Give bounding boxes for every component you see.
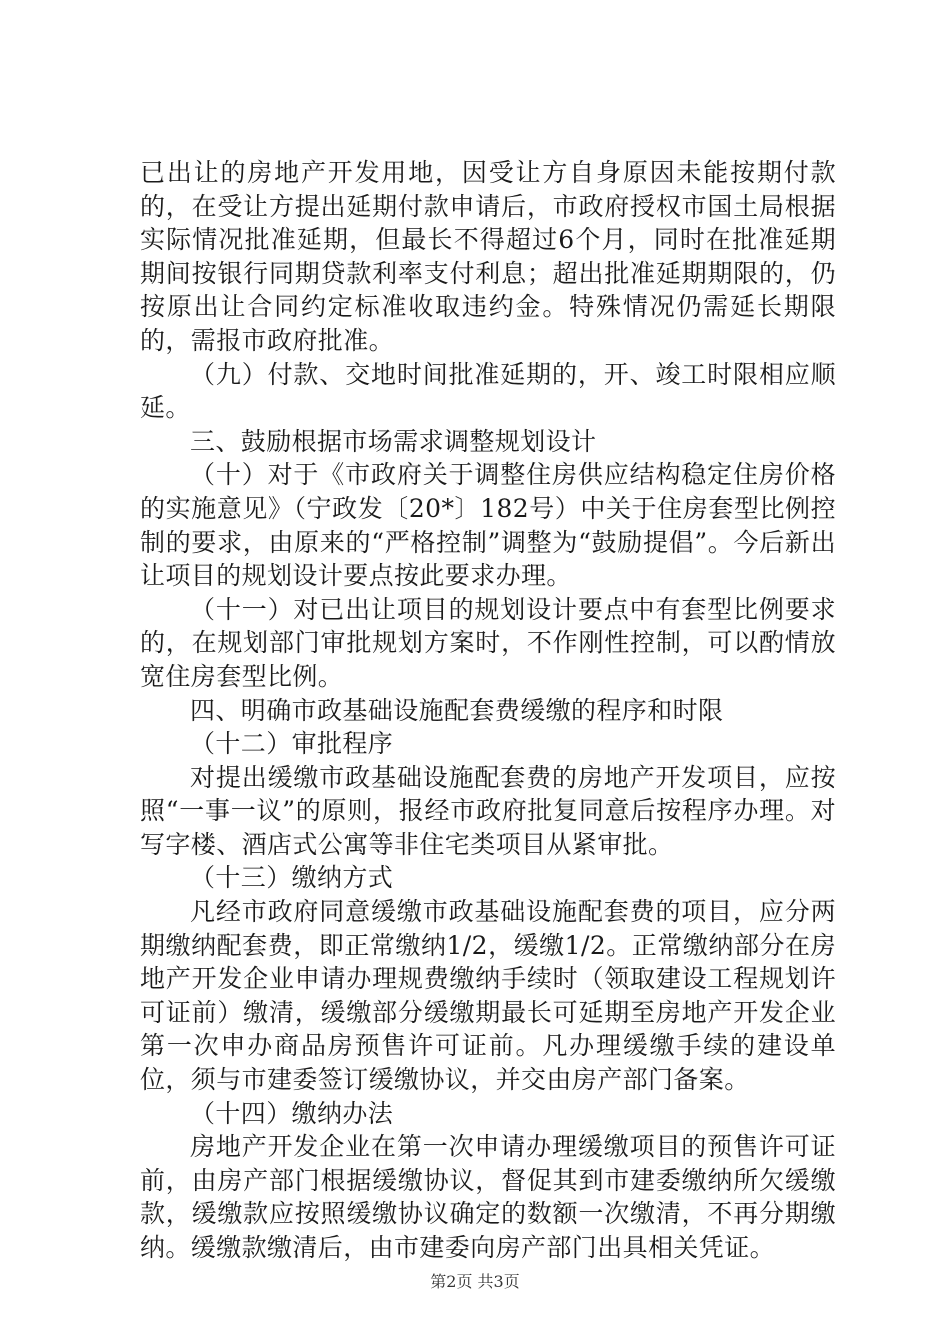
section-heading-4: 四、明确市政基础设施配套费缓缴的程序和时限 (190, 695, 724, 725)
section-heading-3: 三、鼓励根据市场需求调整规划设计 (190, 426, 597, 456)
page-footer: 第2页 共3页 (430, 1272, 520, 1291)
paragraph-approval-procedure: 对提出缓缴市政基础设施配套费的房地产开发项目，应按照“一事一议”的原则，报经市政府批复同意后按程序办理。对写字楼、酒店式公寓等非住宅类项目从紧审批。 (140, 762, 836, 859)
subheading-item-14: （十四）缴纳办法 (190, 1098, 394, 1128)
subheading-item-12: （十二）审批程序 (190, 729, 394, 759)
paragraph-payment-method: 凡经市政府同意缓缴市政基础设施配套费的项目，应分两期缴纳配套费，即正常缴纳1/2，缓缴1/2。正常缴纳部分在房地产开发企业申请办理规费缴纳手续时（领取建设工程规划许可证前）缴清，缓缴部分缓缴期最长可延期至房地产开发企业第一次申办商品房预售许可证前。凡办理缓缴手续的建设单位，须与市建委签订缓缴协议，并交由房产部门备案。 (140, 897, 836, 1095)
paragraph-item-10: （十）对于《市政府关于调整住房供应结构稳定住房价格的实施意见》（宁政发〔20*〕182号）中关于住房套型比例控制的要求，由原来的“严格控制”调整为“鼓励提倡”。今后新出让项目的规划设计要点按此要求办理。 (140, 460, 836, 591)
document-body (140, 156, 836, 1265)
paragraph-land-payment-extension: 已出让的房地产开发用地，因受让方自身原因未能按期付款的，在受让方提出延期付款申请后，市政府授权市国土局根据实际情况批准延期，但最长不得超过6个月，同时在批准延期期间按银行同期贷款利率支付利息；超出批准延期期限的，仍按原出让合同约定标准收取违约金。特殊情况仍需延长期限的，需报市政府批准。 (140, 158, 836, 355)
paragraph-item-11: （十一）对已出让项目的规划设计要点中有套型比例要求的，在规划部门审批规划方案时，不作刚性控制，可以酌情放宽住房套型比例。 (140, 594, 836, 691)
paragraph-item-9: （九）付款、交地时间批准延期的，开、竣工时限相应顺延。 (140, 359, 836, 423)
paragraph-payment-procedure: 房地产开发企业在第一次申请办理缓缴项目的预售许可证前，由房产部门根据缓缴协议，督促其到市建委缴纳所欠缓缴款，缓缴款应按照缓缴协议确定的数额一次缴清，不再分期缴纳。缓缴款缴清后，由市建委向房产部门出具相关凭证。 (140, 1132, 836, 1262)
subheading-item-13: （十三）缴纳方式 (190, 863, 394, 893)
